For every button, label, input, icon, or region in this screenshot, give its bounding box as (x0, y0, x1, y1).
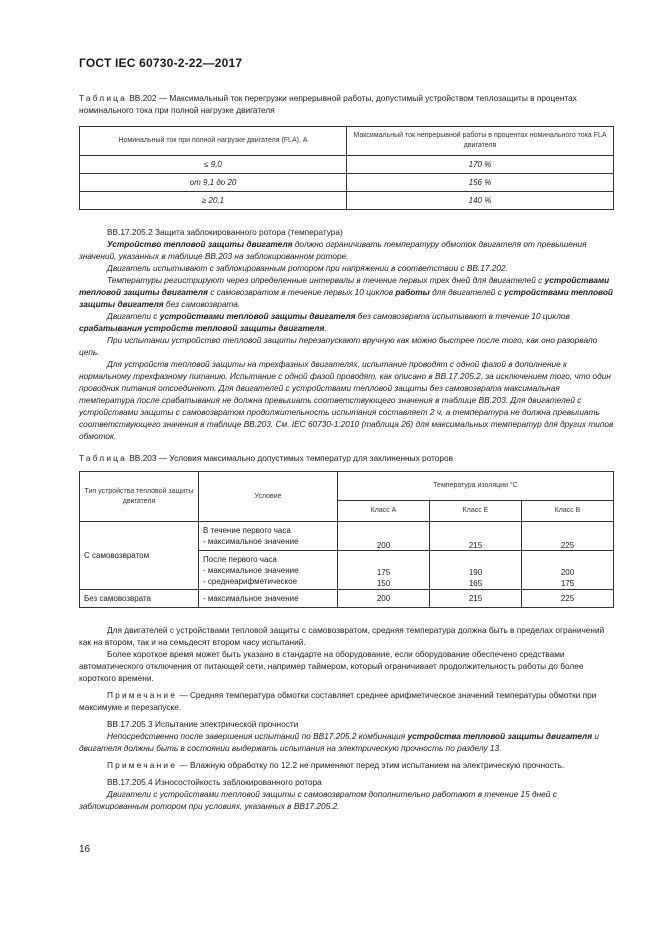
table-row: ≤ 9,0 170 % (80, 156, 614, 174)
paragraph: Двигатели с устройствами тепловой защиты с самовозвратом дополнительно работают в течение 15 дней с заблокированным ротором при условиях, указанных в ВВ17.205.2. (79, 789, 557, 811)
page-number: 16 (79, 844, 91, 855)
table-row: После первого часа - максимальное значение - среднеарифметическое 175 150 190 165 200 175 (80, 551, 614, 590)
paragraph: Более короткое время может быть указано в стандарте на оборудование, если оборудование обеспечено средствами автоматического отключения от питающей сети, например таймером, который ограничивает продолжительность работы до более короткого времени. (79, 649, 584, 683)
section-heading: ВВ.17.205.3 Испытание электрической прочности (107, 719, 299, 729)
table1-header-fla: Номинальный ток при полной нагрузке двигателя (FLA), А (80, 127, 347, 156)
table2-header-device: Тип устройства тепловой защиты двигателя (80, 472, 199, 522)
table2-caption: Таблица ВВ.203 — Условия максимально допустимых температур для заклиненных роторов (79, 453, 454, 463)
table-row: Без самовозврата - максимальное значение 200 215 225 (80, 590, 614, 608)
paragraph: Устройство тепловой защиты двигателя должно ограничивать температуру обмоток двигателя от превышения значений, указанных в таблице ВВ.203 на заблокированном роторе. (79, 239, 587, 261)
group-manual-reset: Без самовозврата (80, 590, 199, 608)
paragraph: Двигатели с устройствами тепловой защиты двигателя без самовозврата испытывают в течение 10 циклов срабатывания устройств тепловой защиты двигателя. (79, 311, 570, 333)
table-word: Таблица (79, 93, 127, 103)
paragraph: При испытании устройство тепловой защиты перезапускают вручную как можно быстрее после того, как оно разорвало цепь. (79, 335, 598, 357)
document-header: ГОСТ IEC 60730-2-22—2017 (79, 56, 243, 70)
table1-caption: Таблица ВВ.202 — Максимальный ток перегрузки непрерывной работы, допустимый устройством теплозащиты в процентах номинального тока при полной нагрузке двигателя (79, 93, 577, 115)
paragraph: Для двигателей с устройствами тепловой защиты с самовозвратом, средняя температура должна быть в пределах ограничений как на втором, так и на семьдесят втором часу испытаний. (79, 625, 605, 647)
section-heading: ВВ.17.205.2 Защита заблокированного ротора (температура) (107, 227, 343, 237)
class-a-header: Класс А (338, 501, 430, 522)
table2-header-condition: Условие (199, 472, 338, 522)
table1-header-max-current: Максимальный ток непрерывной работы в процентах номинального тока FLA двигателя (347, 127, 614, 156)
section-bb17-205-2 (79, 226, 614, 442)
table-row: С самовозвратом В течение первого часа - максимальное значение 200 215 225 (80, 522, 614, 551)
table2-header-temperature: Температура изоляции °С (338, 472, 614, 501)
table-row: от 9,1 до 20 156 % (80, 174, 614, 192)
group-auto-reset: С самовозвратом (80, 522, 199, 590)
table-word: Таблица (79, 453, 127, 463)
paragraph: Для устройств тепловой защиты на трехфазных двигателях, испытание проводят с одной фазой в дополнение к нормальному трехфазному питанию. Испытание с одной фазой проводят, как описано в ВВ.17.205.2, за исключением того, что один проводник питания отсоединяют. Для двигателей с устройствами тепловой защиты без самовозврата максимальная температура после срабатывания не должна превышать соответствующего значения в таблице ВВ.203. Для двигателей с устройствами защиты с самовозвратом продолжительность испытания составляет 2 ч, а температура не должна превышать соответствующего значения в таблице ВВ.203. См. IEC 60730-1:2010 (таблица 26) для максимальных температур для других типов обмоток. (79, 359, 614, 441)
table-row: ≥ 20,1 140 % (80, 192, 614, 210)
section-heading: ВВ.17.205.4 Износостойкость заблокированного ротора (107, 777, 322, 787)
table-bb203 (79, 471, 614, 608)
section-after-table (79, 624, 614, 812)
paragraph: Непосредственно после завершения испытаний по ВВ17.205.2 комбинация устройства тепловой защиты двигателя и двигателя должны быть в состоянии выдержать испытания на электрическую прочность по разделу 13. (79, 731, 600, 753)
note: Примечание — Средняя температура обмотки составляет среднее арифметическое значений температуры обмотки при максимуме и перезапуске. (79, 690, 597, 712)
note: Примечание — Влажную обработку по 12.2 не применяют перед этим испытанием на электрическую прочность. (107, 760, 565, 770)
paragraph: Температуры регистрируют через определенные интервалы в течение первых трех дней для двигателей с устройствами тепловой защиты двигателя с самовозвратом в течение первых 10 циклов работы для двигателей с устройствами тепловой защиты двигателя без самовозврата. (79, 275, 613, 309)
class-e-header: Класс Е (430, 501, 522, 522)
paragraph: Двигатель испытывают с заблокированным ротором при напряжении в соответствии с ВВ.17.202. (107, 263, 508, 273)
class-b-header: Класс В (522, 501, 614, 522)
table-bb202 (79, 126, 614, 210)
